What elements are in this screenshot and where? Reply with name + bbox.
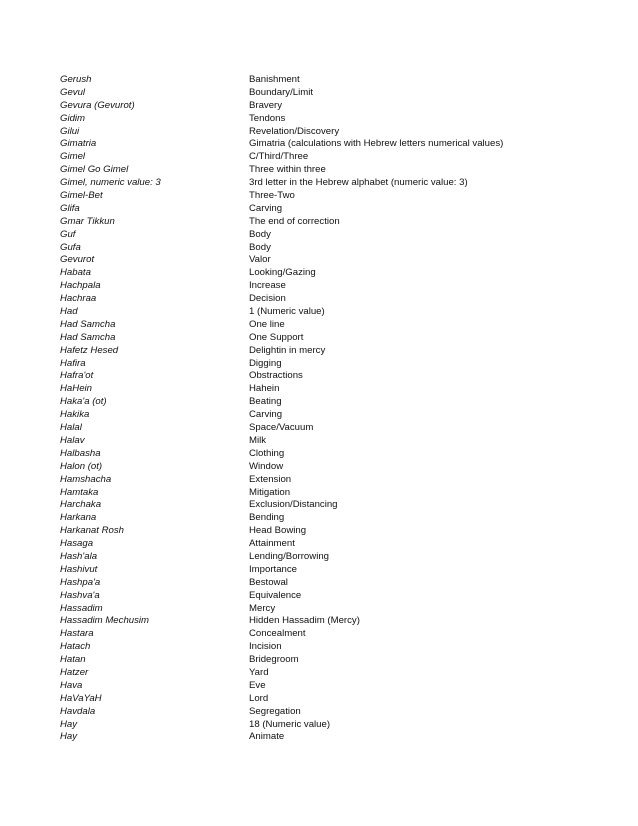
- glossary-row: [60, 435, 600, 448]
- glossary-row: [60, 654, 600, 667]
- definition: Revelation/Discovery: [249, 125, 340, 137]
- definition: Eve: [249, 679, 266, 691]
- term: Hafetz Hesed: [60, 344, 119, 356]
- term: Hafira: [60, 357, 86, 369]
- term: Gerush: [60, 74, 92, 85]
- definition: Three within three: [249, 164, 326, 176]
- term: Hasaga: [60, 538, 94, 550]
- definition: Lord: [249, 692, 269, 704]
- term: Glifa: [60, 202, 80, 214]
- glossary-row: [60, 461, 600, 474]
- definition: Decision: [249, 293, 286, 305]
- definition: Looking/Gazing: [249, 267, 316, 279]
- term: Guf: [60, 228, 76, 240]
- glossary-row: [60, 319, 600, 332]
- definition: C/Third/Three: [249, 151, 309, 163]
- definition: Segregation: [249, 705, 301, 717]
- term: Havdala: [60, 705, 96, 717]
- term: Hay: [60, 718, 78, 730]
- glossary-row: [60, 706, 600, 719]
- term: Gimel, numeric value: 3: [60, 177, 161, 189]
- term: Hamshacha: [60, 473, 112, 485]
- glossary-row: [60, 138, 600, 151]
- definition: Space/Vacuum: [249, 422, 314, 434]
- glossary-row: [60, 87, 600, 100]
- definition: Increase: [249, 280, 286, 292]
- glossary-row: [60, 306, 600, 319]
- definition: Hahein: [249, 383, 280, 395]
- glossary-table: [60, 74, 600, 744]
- glossary-row: [60, 731, 600, 744]
- term: Hash'ala: [60, 550, 98, 562]
- definition: Beating: [249, 396, 282, 408]
- definition: Window: [249, 460, 284, 472]
- term: Halal: [60, 422, 82, 434]
- term: Hatan: [60, 654, 86, 666]
- glossary-row: [60, 719, 600, 732]
- definition: Three-Two: [249, 190, 295, 202]
- definition: Animate: [249, 731, 285, 743]
- term: Hava: [60, 679, 83, 691]
- term: Gidim: [60, 112, 86, 124]
- glossary-row: [60, 383, 600, 396]
- term: Harkana: [60, 512, 97, 524]
- glossary-row: [60, 693, 600, 706]
- term: Gilui: [60, 125, 80, 137]
- glossary-row: [60, 267, 600, 280]
- term: Had: [60, 306, 78, 318]
- definition: Tendons: [249, 112, 286, 124]
- definition: Bridegroom: [249, 654, 299, 666]
- definition: Mitigation: [249, 486, 291, 498]
- glossary-row: [60, 564, 600, 577]
- glossary-row: [60, 242, 600, 255]
- glossary-row: [60, 551, 600, 564]
- glossary-row: [60, 151, 600, 164]
- definition: 1 (Numeric value): [249, 306, 325, 318]
- definition: Boundary/Limit: [249, 86, 313, 98]
- term: Hachpala: [60, 280, 101, 292]
- definition: 18 (Numeric value): [249, 718, 331, 730]
- definition: Head Bowing: [249, 525, 307, 537]
- glossary-row: [60, 538, 600, 551]
- term: Gimel: [60, 151, 86, 163]
- glossary-row: [60, 448, 600, 461]
- glossary-row: [60, 203, 600, 216]
- definition: Yard: [249, 666, 269, 678]
- glossary-row: [60, 216, 600, 229]
- term: Gimatria: [60, 138, 97, 150]
- definition: Concealment: [249, 628, 306, 640]
- glossary-row: [60, 229, 600, 242]
- definition: Lending/Borrowing: [249, 550, 330, 562]
- term: Harchaka: [60, 499, 102, 511]
- term: Hashpa'a: [60, 576, 101, 588]
- glossary-row: [60, 628, 600, 641]
- glossary-row: [60, 409, 600, 422]
- glossary-row: [60, 100, 600, 113]
- definition: Incision: [249, 641, 282, 653]
- term: Hachraa: [60, 293, 97, 305]
- glossary-row: [60, 499, 600, 512]
- term: Gevul: [60, 86, 86, 98]
- definition: Valor: [249, 254, 271, 266]
- glossary-row: [60, 164, 600, 177]
- definition: Gimatria (calculations with Hebrew letters numerical values): [249, 138, 504, 150]
- definition: Clothing: [249, 447, 285, 459]
- glossary-row: [60, 590, 600, 603]
- definition: Body: [249, 228, 271, 240]
- term: Hassadim: [60, 602, 103, 614]
- definition: Bravery: [249, 99, 283, 111]
- term: Hafra'ot: [60, 370, 94, 382]
- glossary-row: [60, 680, 600, 693]
- glossary-row: [60, 74, 600, 87]
- term: Halbasha: [60, 447, 101, 459]
- glossary-row: [60, 254, 600, 267]
- glossary-row: [60, 667, 600, 680]
- glossary-row: [60, 422, 600, 435]
- glossary-row: [60, 280, 600, 293]
- definition: Equivalence: [249, 589, 302, 601]
- term: Hastara: [60, 628, 94, 640]
- term: Habata: [60, 267, 91, 279]
- glossary-row: [60, 293, 600, 306]
- definition: Carving: [249, 202, 283, 214]
- glossary-row: [60, 177, 600, 190]
- glossary-row: [60, 641, 600, 654]
- definition: Milk: [249, 434, 267, 446]
- definition: Body: [249, 241, 271, 253]
- definition: Digging: [249, 357, 282, 369]
- term: Had Samcha: [60, 318, 116, 330]
- definition: Delightin in mercy: [249, 344, 326, 356]
- definition: One Support: [249, 331, 304, 343]
- definition: Exclusion/Distancing: [249, 499, 338, 511]
- definition: Attainment: [249, 538, 295, 550]
- glossary-row: [60, 396, 600, 409]
- term: Hay: [60, 731, 78, 743]
- definition: Mercy: [249, 602, 276, 614]
- term: Gevura (Gevurot): [60, 99, 135, 111]
- term: Haka'a (ot): [60, 396, 107, 408]
- term: Hashivut: [60, 563, 98, 575]
- definition: One line: [249, 318, 285, 330]
- glossary-row: [60, 358, 600, 371]
- definition: Bending: [249, 512, 285, 524]
- glossary-row: [60, 126, 600, 139]
- glossary-row: [60, 345, 600, 358]
- glossary-row: [60, 512, 600, 525]
- term: Harkanat Rosh: [60, 525, 124, 537]
- definition: Obstractions: [249, 370, 303, 382]
- term: Halav: [60, 434, 85, 446]
- term: Halon (ot): [60, 460, 103, 472]
- glossary-row: [60, 474, 600, 487]
- glossary-row: [60, 370, 600, 383]
- glossary-row: [60, 332, 600, 345]
- definition: The end of correction: [249, 215, 340, 227]
- term: Gevurot: [60, 254, 95, 266]
- definition: Carving: [249, 409, 283, 421]
- glossary-row: [60, 487, 600, 500]
- term: Gmar Tikkun: [60, 215, 115, 227]
- definition: 3rd letter in the Hebrew alphabet (numeric value: 3): [249, 177, 468, 189]
- term: Hassadim Mechusim: [60, 615, 150, 627]
- glossary-row: [60, 615, 600, 628]
- term: Hatzer: [60, 666, 89, 678]
- term: Had Samcha: [60, 331, 116, 343]
- term: HaVaYaH: [60, 692, 102, 704]
- term: Hakika: [60, 409, 90, 421]
- definition: Hidden Hassadim (Mercy): [249, 615, 360, 627]
- term: HaHein: [60, 383, 92, 395]
- definition: Banishment: [249, 74, 300, 85]
- glossary-row: [60, 190, 600, 203]
- glossary-row: [60, 113, 600, 126]
- term: Gimel Go Gimel: [60, 164, 129, 176]
- definition: Bestowal: [249, 576, 288, 588]
- term: Gufa: [60, 241, 81, 253]
- term: Hatach: [60, 641, 91, 653]
- definition: Extension: [249, 473, 292, 485]
- definition: Importance: [249, 563, 297, 575]
- glossary-row: [60, 525, 600, 538]
- term: Gimel-Bet: [60, 190, 103, 202]
- glossary-row: [60, 577, 600, 590]
- term: Hashva'a: [60, 589, 100, 601]
- glossary-row: [60, 603, 600, 616]
- term: Hamtaka: [60, 486, 99, 498]
